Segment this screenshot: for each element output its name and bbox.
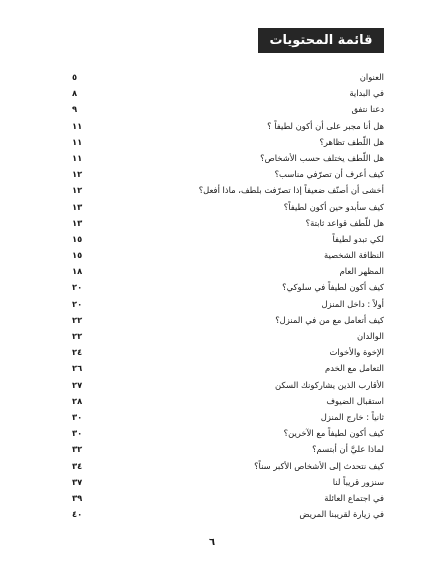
toc-entry-page: ٥	[72, 72, 78, 82]
toc-entry-page: ١١	[72, 120, 83, 131]
toc-entry-page: ١٣	[72, 201, 83, 212]
toc-entry	[72, 279, 384, 295]
toc-entry-title: سنزور قريباً لنا	[332, 476, 384, 487]
toc-entry-page: ١١	[72, 136, 83, 147]
toc-entry-page: ٢٠	[72, 298, 83, 309]
toc-entry	[72, 85, 384, 101]
toc-entry-page: ١٥	[72, 233, 83, 244]
toc-entry-title: المظهر العام	[339, 266, 384, 277]
toc-entry-title: هل أنا مجبر على أن أكون لطيفاً ؟	[267, 120, 384, 131]
toc-entry-page: ١٢	[72, 169, 83, 180]
toc-entry	[72, 69, 384, 85]
toc-entry-page: ٢٦	[72, 363, 83, 374]
toc-entry-title: كيف سأبدو حين أكون لطيفاً؟	[283, 201, 384, 212]
toc-entry	[72, 474, 384, 490]
toc-entry-title: هل للّطف قواعد ثابتة؟	[305, 217, 384, 228]
toc-entry	[72, 458, 384, 474]
toc-entry	[72, 506, 384, 522]
toc-entry-title: ثانياً : خارج المنزل	[320, 411, 384, 422]
table-of-contents	[72, 69, 384, 522]
toc-entry-page: ٢٢	[72, 314, 83, 325]
toc-entry-page: ٣٩	[72, 492, 83, 503]
toc-entry	[72, 118, 384, 134]
toc-entry-title: دعنا نتفق	[351, 104, 384, 115]
toc-entry-title: التعامل مع الخدم	[325, 363, 384, 374]
toc-entry-title: الأقارب الذين يشاركونك السكن	[274, 379, 384, 390]
toc-entry	[72, 296, 384, 312]
toc-entry-title: هل اللّطف يختلف حسب الأشخاص؟	[260, 152, 384, 163]
toc-entry-page: ١١	[72, 152, 83, 163]
toc-entry-title: كيف أتعامل مع من في المنزل؟	[275, 314, 384, 325]
toc-entry-title: لماذا عليَّ أن أبتسم؟	[312, 444, 384, 455]
toc-entry-page: ٨	[72, 88, 78, 99]
toc-entry	[72, 490, 384, 506]
toc-entry	[72, 441, 384, 457]
toc-entry-page: ٢٧	[72, 379, 83, 390]
toc-entry-title: في البداية	[349, 88, 384, 99]
toc-entry	[72, 263, 384, 279]
toc-entry	[72, 101, 384, 117]
toc-entry-title: الإخوة والأخوات	[329, 347, 384, 358]
toc-entry-page: ١٥	[72, 250, 83, 261]
toc-entry-title: كيف أكون لطيفاً مع الآخرين؟	[283, 428, 384, 439]
toc-entry-title: الوالدان	[357, 331, 384, 341]
page-number: ٦	[208, 537, 216, 548]
toc-entry-title: في اجتماع العائلة	[324, 492, 384, 503]
toc-entry	[72, 360, 384, 376]
toc-entry-title: في زيارة لقريبنا المريض	[299, 509, 384, 520]
toc-entry-page: ٣٠	[72, 411, 83, 422]
toc-entry-page: ٣٤	[72, 460, 83, 471]
toc-entry-page: ٢٠	[72, 282, 83, 293]
toc-entry-title: النظافة الشخصية	[323, 250, 384, 261]
toc-entry-title: لكي تبدو لطيفاً	[332, 233, 384, 244]
toc-entry-title: كيف نتحدث إلى الأشخاص الأكبر سناً؟	[254, 460, 384, 471]
toc-entry-title: استقبال الضيوف	[326, 395, 384, 406]
toc-heading	[258, 28, 384, 53]
toc-entry-page: ٣٢	[72, 444, 83, 455]
toc-entry	[72, 166, 384, 182]
toc-entry-page: ٣٠	[72, 428, 83, 439]
toc-entry-title: هل اللّطف تظاهر؟	[319, 136, 384, 147]
toc-entry-page: ٣٧	[72, 476, 83, 487]
toc-entry	[72, 215, 384, 231]
toc-entry-page: ١٨	[72, 266, 83, 277]
toc-entry	[72, 231, 384, 247]
toc-entry-page: ١٢	[72, 185, 83, 196]
toc-entry	[72, 134, 384, 150]
toc-entry-page: ١٣	[72, 217, 83, 228]
toc-entry	[72, 377, 384, 393]
toc-entry-title: كيف أعرف أن تصرّفي مناسب؟	[274, 169, 384, 180]
toc-entry-page: ٢٤	[72, 347, 83, 358]
toc-entry-page: ٩	[72, 104, 78, 115]
toc-entry	[72, 199, 384, 215]
toc-entry-title: أولاً : داخل المنزل	[321, 298, 384, 309]
toc-entry	[72, 409, 384, 425]
toc-entry	[72, 393, 384, 409]
toc-entry-page: ٢٢	[72, 331, 83, 341]
toc-entry	[72, 344, 384, 360]
toc-entry-title: كيف أكون لطيفاً في سلوكي؟	[282, 282, 384, 293]
toc-entry	[72, 425, 384, 441]
toc-entry	[72, 150, 384, 166]
toc-entry-page: ٢٨	[72, 395, 83, 406]
toc-entry	[72, 312, 384, 328]
toc-entry	[72, 182, 384, 198]
toc-entry-title: أخشى أن أصنّف ضعيفاً إذا تصرّفت بلطف، ماذا أفعل؟	[198, 185, 384, 196]
toc-entry	[72, 247, 384, 263]
toc-entry-title: العنوان	[359, 72, 384, 82]
toc-entry	[72, 328, 384, 344]
toc-heading-text: قائمة المحتويات	[269, 33, 373, 48]
toc-entry-page: ٤٠	[72, 509, 83, 520]
